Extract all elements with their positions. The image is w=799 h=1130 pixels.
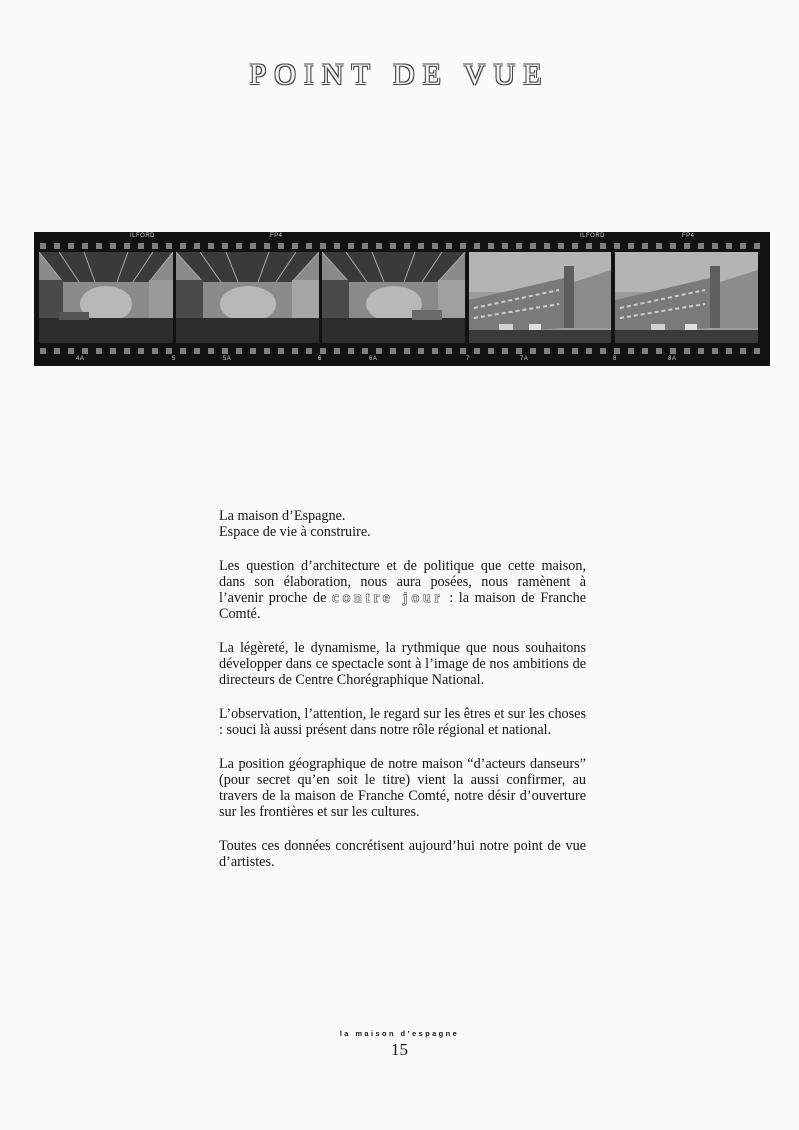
paragraph-architecture [219,558,586,622]
frame-number: 8 [613,356,617,362]
intro-line-2: Espace de vie à construire. [219,524,371,540]
frame-number: 7 [466,356,470,362]
sprocket-holes-bottom [40,348,764,354]
building-exterior-photo [615,252,758,343]
film-frame-hangar-interior [39,252,173,343]
film-frame-building-exterior [469,252,611,343]
building-exterior-photo [469,252,611,343]
frame-number: 5 [172,356,176,362]
frame-number: 6 [318,356,322,362]
film-brand-label: ILFORD [580,233,606,239]
paragraph-intro [219,508,586,540]
publication-label: la maison d’espagne [339,1029,460,1038]
film-type-label: FP4 [270,233,283,239]
film-frame-hangar-interior [176,252,319,343]
paragraph-geography: La position géographique de notre maison “d’acteurs danseurs” (pour secret qu’en soit le titre) vient la aussi confirmer, au travers de la maison de Franche Comté, notre désir d’ouverture sur les frontières et sur les cultures. [219,756,586,820]
paragraph-text: : la maison de Franche Comté. [219,590,587,622]
paragraph-text: Les question d’architecture et de politique que cette maison, dans son élaboration, nous aura posées, nous ramènent à l’avenir proche de [219,558,586,606]
contre-jour-emphasis: contre jour [332,590,444,606]
sprocket-holes-top [40,243,764,249]
film-frame-hangar-interior [322,252,465,343]
paragraph-observation: L’observation, l’attention, le regard sur les êtres et sur les choses : souci là aussi présent dans notre rôle régional et national. [219,706,586,738]
frame-label: 5A [223,356,232,362]
page-title: POINT DE VUE [249,58,550,91]
hangar-interior-photo [176,252,319,343]
body-text [219,508,586,888]
intro-line-1: La maison d’Espagne. [219,508,346,524]
contact-sheet-filmstrip [34,232,770,366]
hangar-interior-photo [39,252,173,343]
frame-label: 7A [520,356,529,362]
hangar-interior-photo [322,252,465,343]
film-frame-building-exterior [615,252,758,343]
frame-label: 4A [76,356,85,362]
film-type-label: FP4 [682,233,695,239]
paragraph-lightness: La légèreté, le dynamisme, la rythmique que nous souhaitons développer dans ce spectacle sont à l’image de nos ambitions de directeurs de Centre Chorégraphique National. [219,640,586,688]
frame-label: 8A [668,356,677,362]
paragraph-conclusion: Toutes ces données concrétisent aujourd’hui notre point de vue d’artistes. [219,838,586,870]
frame-label: 6A [369,356,378,362]
film-brand-label: ILFORD [130,233,156,239]
page-number: 15 [391,1040,408,1059]
